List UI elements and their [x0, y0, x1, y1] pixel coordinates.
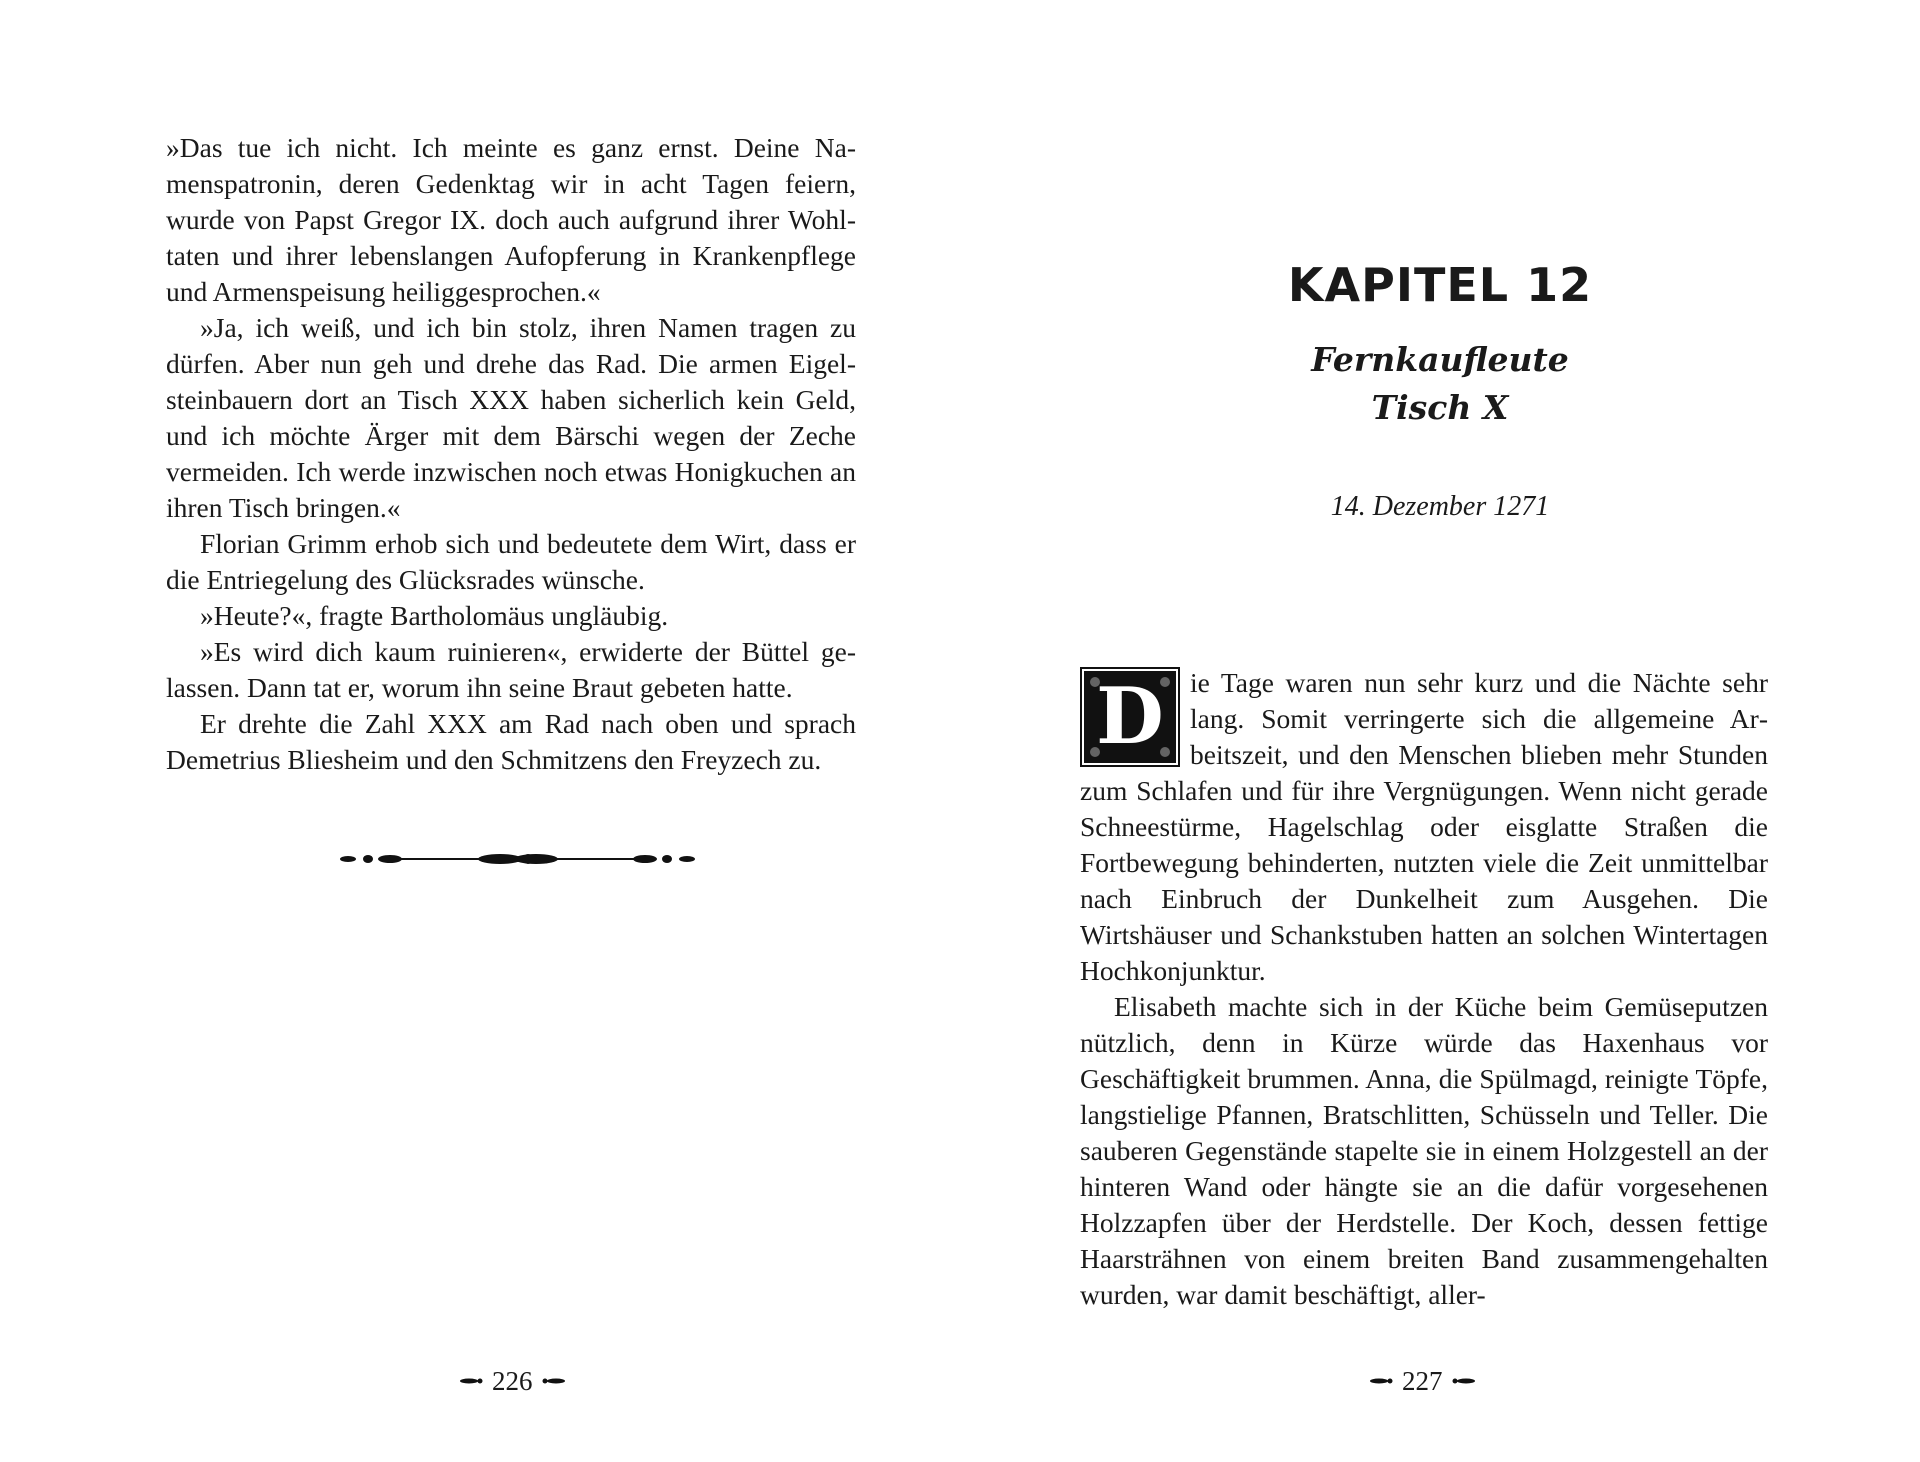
section-divider-ornament-icon: [340, 847, 695, 871]
paragraph: Elisabeth machte sich in der Küche beim Gemüseputzen nützlich, denn in Kürze würde das Haxenhaus vor Geschäftigkeit brummen. Anna, die Spülmagd, reinigte Töpfe, langstielige Pfannen, Bratschlitten, Schüsseln und Teller. Die sauberen Gegenstände stapelte sie in einem Holzgestell an der hinteren Wand oder hängte sie an die dafür vorgesehenen Holzzapfen über der Herdstelle. Der Koch, dessen fettige Haarsträhnen von einem breiten Band zusammengehalten wurden, war damit beschäftigt, aller-: [1080, 991, 1768, 1310]
right-page: [960, 0, 1920, 1462]
page-number-text: 227: [1402, 1366, 1443, 1396]
paragraph-text: ie Tage waren nun sehr kurz und die Nächte sehr lang. Somit verringerte sich die allgemeine Arbeitszeit, und den Menschen blieben mehr Stunden zum Schlafen und für ihre Vergnügungen. Wenn nicht gerade Schneestürme, Hagelschlag oder eisglatte Straßen die Fortbewegung behinderten, nutzten viele die Zeit unmittelbar nach Einbruch der Dunkelheit zum Ausgehen. Die Wirtshäuser und Schankstuben hatten an solchen Wintertagen Hochkonjunktur.: [1080, 667, 1768, 986]
folio-ornament-left-icon: [460, 1376, 484, 1386]
page-number-text: 226: [492, 1366, 533, 1396]
dropcap-letter: D: [1096, 671, 1164, 762]
chapter-subtitle-line1: Fernkaufleute: [1311, 340, 1569, 379]
chapter-title: KAPITEL 12: [1287, 258, 1593, 312]
paragraph: »Das tue ich nicht. Ich meinte es ganz ernst. Deine Namenspatronin, deren Gedenktag wir in acht Tagen feiern, wurde von Papst Gregor IX. doch auch aufgrund ihrer Wohltaten und ihrer lebenslangen Aufopferung in Krankenpflege und Armenspeisung heiliggesprochen.«: [166, 132, 856, 307]
page-number: [460, 1363, 565, 1399]
paragraph: »Heute?«, fragte Bartholomäus ungläubig.: [200, 600, 669, 631]
chapter-date: 14. Dezember 1271: [1330, 491, 1550, 522]
paragraph: Florian Grimm erhob sich und bedeutete dem Wirt, dass er die Entriegelung des Glücksrades wünsche.: [166, 528, 856, 595]
paragraph: »Ja, ich weiß, und ich bin stolz, ihren Namen tragen zu dürfen. Aber nun geh und drehe das Rad. Die armen Eigelsteinbauern dort an Tisch XXX haben sicherlich kein Geld, und ich möchte Ärger mit dem Bärschi wegen der Zeche vermeiden. Ich werde inzwischen noch etwas Honigkuchen an ihren Tisch bringen.«: [166, 312, 856, 523]
paragraph: »Es wird dich kaum ruinieren«, erwiderte der Büttel gelassen. Dann tat er, worum ihn seine Braut gebeten hatte.: [166, 636, 856, 703]
chapter-subtitle: [960, 336, 1920, 432]
left-page-body: [166, 130, 856, 778]
folio-ornament-right-icon: [541, 1376, 565, 1386]
chapter-subtitle-line2: Tisch X: [1371, 388, 1509, 427]
paragraph: Er drehte die Zahl XXX am Rad nach oben und sprach Demetrius Bliesheim und den Schmitzens den Freyzech zu.: [166, 708, 856, 775]
